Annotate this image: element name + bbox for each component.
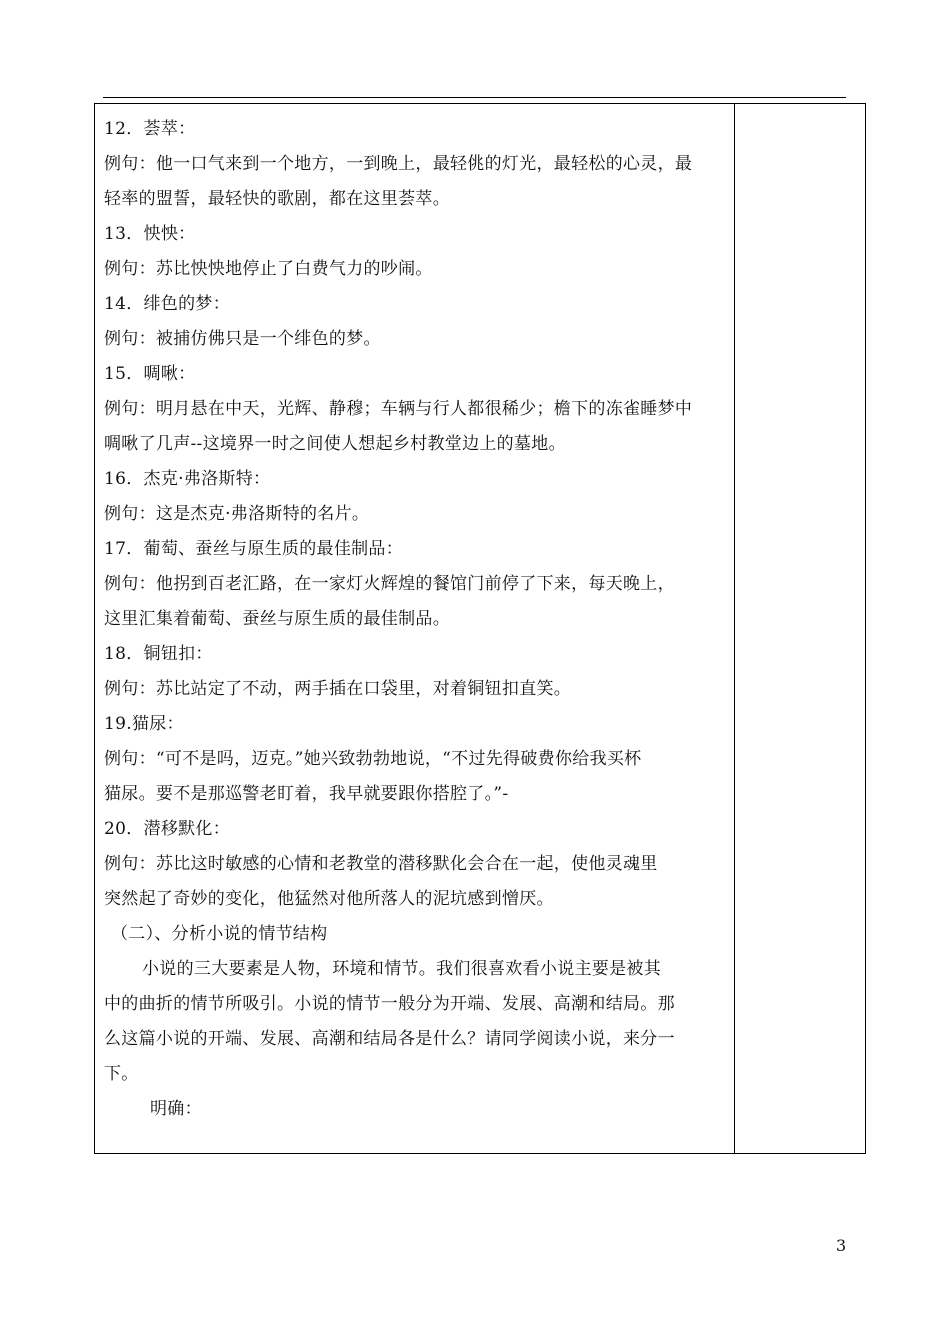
paragraph-line: 小说的三大要素是人物，环境和情节。我们很喜欢看小说主要是被其 <box>142 959 661 979</box>
page-number: 3 <box>836 1236 847 1255</box>
text-line: 例句：苏比这时敏感的心情和老教堂的潜移默化会合在一起，使他灵魂里 <box>104 854 658 874</box>
header-rule <box>103 97 846 98</box>
text-line: 轻率的盟誓，最轻快的歌剧，都在这里荟萃。 <box>104 189 450 209</box>
text-line: 例句：苏比怏怏地停止了白费气力的吵闹。 <box>104 259 433 279</box>
text-line: 例句：苏比站定了不动，两手插在口袋里，对着铜钮扣直笑。 <box>104 679 572 699</box>
text-line: 19.猫尿： <box>104 714 184 734</box>
answer-label: 明确： <box>150 1099 202 1119</box>
text-line: 14．绯色的梦： <box>104 294 231 314</box>
text-line: 例句：明月悬在中天，光辉、静穆；车辆与行人都很稀少；檐下的冻雀睡梦中 <box>104 399 693 419</box>
text-line: 17．葡萄、蚕丝与原生质的最佳制品： <box>104 539 404 559</box>
text-line: 16．杰克·弗洛斯特： <box>104 469 271 489</box>
section-heading: （二）、分析小说的情节结构 <box>111 924 328 944</box>
text-line: 例句：“可不是吗，迈克。”她兴致勃勃地说，“不过先得破费你给我买杯 <box>104 749 642 769</box>
paragraph-line: 下。 <box>104 1064 139 1084</box>
text-line: 13．怏怏： <box>104 224 196 244</box>
text-line: 啁啾了几声--这境界一时之间使人想起乡村教堂边上的墓地。 <box>104 434 566 454</box>
text-line: 20．潜移默化： <box>104 819 231 839</box>
text-line: 例句：他一口气来到一个地方，一到晚上，最轻佻的灯光，最轻松的心灵，最 <box>104 154 693 174</box>
text-line: 例句：被捕仿佛只是一个绯色的梦。 <box>104 329 381 349</box>
text-line: 例句：这是杰克·弗洛斯特的名片。 <box>104 504 370 524</box>
column-divider <box>734 103 735 1154</box>
main-text-cell <box>104 112 726 1127</box>
paragraph-line: 么这篇小说的开端、发展、高潮和结局各是什么？请同学阅读小说，来分一 <box>104 1029 675 1049</box>
text-line: 猫尿。要不是那巡警老盯着，我早就要跟你搭腔了。”- <box>104 784 509 804</box>
text-line: 例句：他拐到百老汇路，在一家灯火辉煌的餐馆门前停了下来，每天晚上， <box>104 574 675 594</box>
text-line: 12．荟萃： <box>104 119 196 139</box>
text-line: 这里汇集着葡萄、蚕丝与原生质的最佳制品。 <box>104 609 450 629</box>
text-line: 突然起了奇妙的变化，他猛然对他所落人的泥坑感到憎厌。 <box>104 889 554 909</box>
text-line: 15．啁啾： <box>104 364 196 384</box>
paragraph-line: 中的曲折的情节所吸引。小说的情节一般分为开端、发展、高潮和结局。那 <box>104 994 675 1014</box>
text-line: 18．铜钮扣： <box>104 644 213 664</box>
